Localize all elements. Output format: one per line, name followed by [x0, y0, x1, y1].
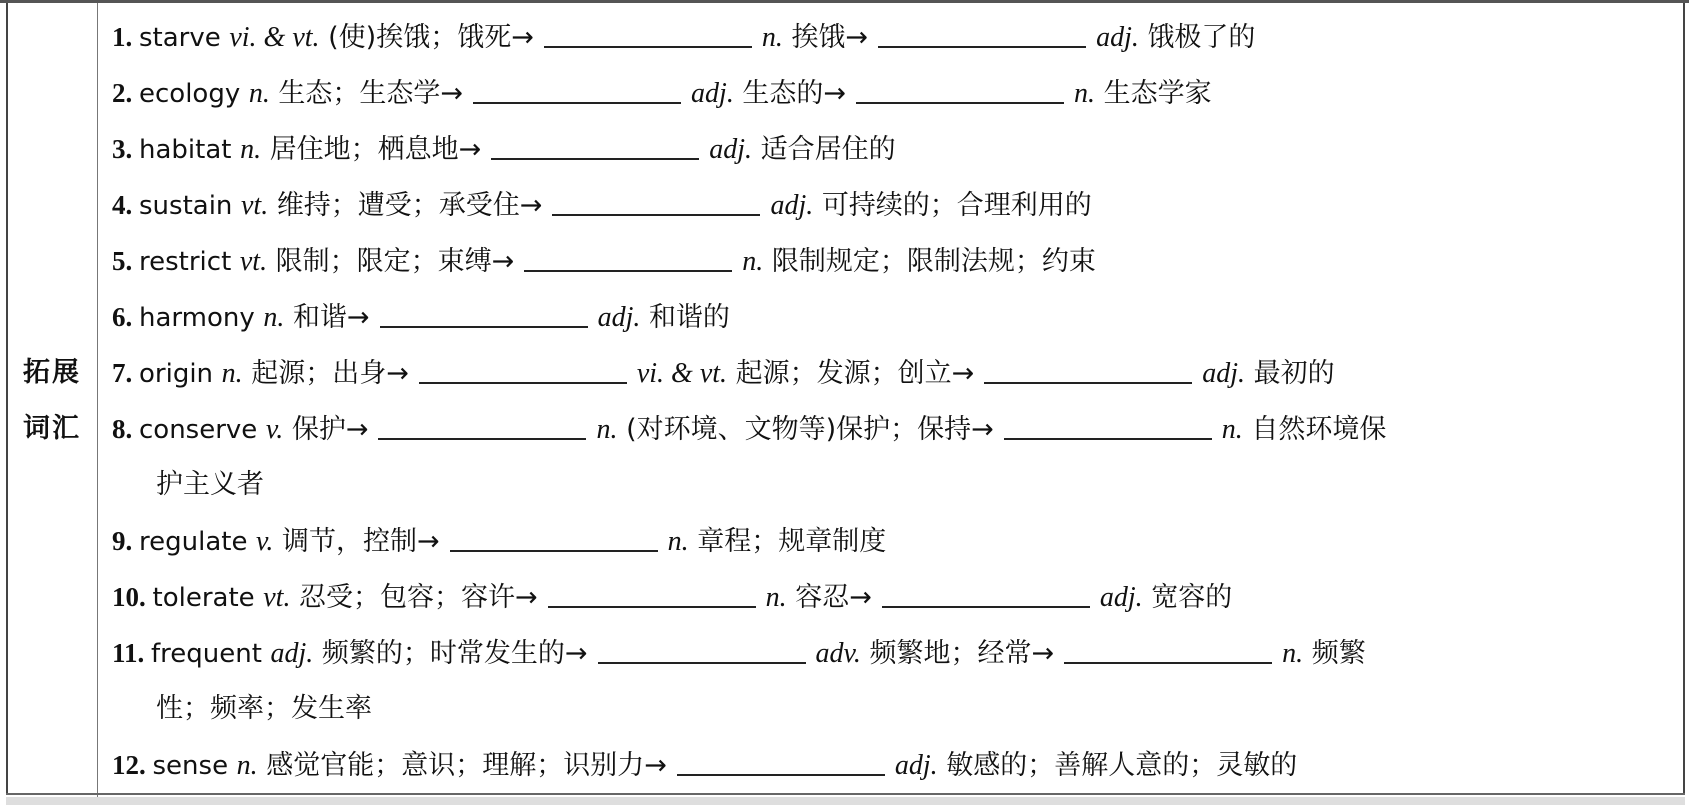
spacer [787, 582, 796, 613]
entry-line [112, 569, 1674, 625]
answer-blank[interactable] [677, 740, 885, 776]
entry-line [112, 9, 1674, 65]
category-label-line-2: 词汇 [23, 413, 81, 444]
headword: sense [152, 751, 229, 781]
spacer [1303, 638, 1312, 669]
category-label [10, 345, 94, 457]
chinese-definition: 挨饿→ [791, 22, 869, 53]
chinese-definition: 最初的 [1253, 358, 1335, 389]
entry-number-dot: . [139, 582, 153, 612]
part-of-speech: adj. [691, 78, 734, 109]
part-of-speech: adj. [1099, 582, 1143, 613]
part-of-speech: n. [765, 582, 787, 613]
answer-blank[interactable] [419, 348, 627, 384]
part-of-speech: n. [667, 526, 689, 557]
part-of-speech: n. [221, 358, 243, 389]
headword: starve [139, 23, 221, 53]
answer-blank[interactable] [552, 180, 760, 216]
headword: harmony [139, 303, 255, 333]
chinese-definition: 自然环境保 [1251, 414, 1387, 445]
chinese-definition: 饿极了的 [1147, 22, 1256, 53]
spacer [267, 246, 276, 277]
spacer [763, 246, 772, 277]
chinese-definition: 频繁的；时常发生的→ [321, 638, 588, 669]
entry-number: 4 [112, 190, 126, 220]
part-of-speech: v. [265, 414, 284, 445]
chinese-definition: 频繁 [1311, 638, 1366, 669]
part-of-speech: adj. [270, 638, 314, 669]
spacer [228, 750, 237, 781]
entry-number-dot: . [125, 302, 139, 332]
spacer [243, 358, 252, 389]
spacer [255, 582, 264, 613]
spacer [231, 246, 240, 277]
spacer [262, 638, 271, 669]
chinese-definition: 保护→ [291, 414, 369, 445]
vocab-entry [112, 345, 1674, 401]
entry-number-dot: . [125, 414, 139, 444]
vocab-entry [112, 401, 1674, 513]
chinese-definition: 维持；遭受；承受住→ [276, 190, 543, 221]
category-label-line-1: 拓展 [23, 357, 81, 388]
chinese-definition: (对环境、文物等)保护；保持→ [626, 414, 994, 445]
vocab-entry [112, 737, 1674, 793]
spacer [231, 134, 240, 165]
spacer [273, 526, 282, 557]
entry-line [112, 513, 1674, 569]
part-of-speech: vi. & vt. [636, 358, 728, 389]
vocab-entry [112, 289, 1674, 345]
entry-number: 1 [112, 22, 126, 52]
chinese-definition: 宽容的 [1151, 582, 1233, 613]
spacer [320, 22, 329, 53]
chinese-definition: 忍受；包容；容许→ [299, 582, 538, 613]
vocab-entry [112, 569, 1674, 625]
next-row-edge [6, 797, 1685, 805]
entry-number: 11 [112, 638, 138, 668]
spacer [268, 190, 277, 221]
spacer [727, 358, 736, 389]
part-of-speech: n. [1221, 414, 1243, 445]
chinese-definition: 章程；规章制度 [697, 526, 887, 557]
chinese-definition: 限制规定；限制法规；约束 [771, 246, 1096, 277]
chinese-definition: 护主义者 [156, 469, 264, 500]
spacer [258, 750, 267, 781]
headword: regulate [139, 527, 248, 557]
chinese-definition: (使)挨饿；饿死→ [328, 22, 534, 53]
spacer [640, 302, 649, 333]
entry-number-dot: . [125, 526, 139, 556]
entry-line [112, 289, 1674, 345]
part-of-speech: vt. [239, 246, 268, 277]
entry-line [112, 177, 1674, 233]
chinese-definition: 生态的→ [742, 78, 847, 109]
entry-line [112, 345, 1674, 401]
column-divider [97, 3, 98, 805]
spacer [284, 302, 293, 333]
entry-number-dot: . [125, 134, 139, 164]
chinese-definition: 起源；发源；创立→ [735, 358, 975, 389]
spacer [617, 414, 626, 445]
answer-blank[interactable] [450, 516, 658, 552]
spacer [1245, 358, 1254, 389]
entry-number: 10 [112, 582, 139, 612]
headword: tolerate [152, 583, 255, 613]
chinese-definition: 限制；限定；束缚→ [275, 246, 515, 277]
vocab-entry [112, 513, 1674, 569]
answer-blank[interactable] [598, 628, 806, 664]
chinese-definition: 性；频率；发生率 [156, 693, 372, 724]
entry-number-dot: . [137, 638, 152, 668]
part-of-speech: n. [248, 78, 270, 109]
entry-number-dot: . [125, 22, 139, 52]
answer-blank[interactable] [1064, 628, 1272, 664]
headword: frequent [151, 639, 262, 669]
part-of-speech: n. [1282, 638, 1304, 669]
answer-blank[interactable] [544, 12, 752, 48]
answer-blank[interactable] [378, 404, 586, 440]
part-of-speech: adj. [709, 134, 753, 165]
headword: origin [139, 359, 214, 389]
part-of-speech: adv. [815, 638, 861, 669]
spacer [261, 134, 270, 165]
vocab-entry [112, 233, 1674, 289]
part-of-speech: adj. [1096, 22, 1139, 53]
headword: sustain [139, 191, 233, 221]
part-of-speech: n. [596, 414, 618, 445]
entry-number-dot: . [125, 358, 139, 388]
entry-number-dot: . [125, 78, 139, 108]
entry-line [112, 737, 1674, 793]
answer-blank[interactable] [856, 68, 1064, 104]
spacer [813, 190, 822, 221]
answer-blank[interactable] [1004, 404, 1212, 440]
headword: ecology [139, 79, 241, 109]
spacer [689, 526, 698, 557]
chinese-definition: 敏感的；善解人意的；灵敏的 [946, 750, 1298, 781]
answer-blank[interactable] [882, 572, 1090, 608]
vocab-entry [112, 625, 1674, 737]
answer-blank[interactable] [491, 124, 699, 160]
chinese-definition: 和谐→ [292, 302, 370, 333]
part-of-speech: n. [742, 246, 764, 277]
spacer [313, 638, 322, 669]
part-of-speech: vt. [241, 190, 269, 221]
bottom-border [6, 793, 1685, 795]
chinese-definition: 起源；出身→ [251, 358, 409, 389]
chinese-definition: 频繁地；经常→ [869, 638, 1055, 669]
part-of-speech: n. [263, 302, 285, 333]
entry-number: 3 [112, 134, 126, 164]
part-of-speech: adj. [1202, 358, 1246, 389]
entry-continuation-line [112, 681, 1674, 737]
entry-line [112, 625, 1674, 681]
entry-line [112, 401, 1674, 457]
spacer [938, 750, 947, 781]
part-of-speech: adj. [770, 190, 814, 221]
chinese-definition: 生态；生态学→ [278, 78, 464, 109]
part-of-speech: vt. [263, 582, 291, 613]
answer-blank[interactable] [524, 236, 732, 272]
entry-number: 12 [112, 750, 139, 780]
entry-number-dot: . [125, 246, 139, 276]
entry-number: 5 [112, 246, 126, 276]
part-of-speech: n. [240, 134, 262, 165]
spacer [232, 190, 241, 221]
chinese-definition: 生态学家 [1103, 78, 1212, 109]
entry-number-dot: . [139, 750, 153, 780]
headword: restrict [139, 247, 232, 277]
part-of-speech: vi. & vt. [229, 22, 320, 53]
entry-line [112, 121, 1674, 177]
spacer [1143, 582, 1152, 613]
part-of-speech: n. [761, 22, 783, 53]
part-of-speech: adj. [597, 302, 641, 333]
chinese-definition: 和谐的 [648, 302, 730, 333]
answer-blank[interactable] [380, 292, 588, 328]
entry-number: 8 [112, 414, 126, 444]
part-of-speech: adj. [894, 750, 938, 781]
chinese-definition: 调节，控制→ [282, 526, 440, 557]
entry-number: 6 [112, 302, 126, 332]
spacer [247, 526, 256, 557]
vocab-entry [112, 65, 1674, 121]
entry-number-dot: . [125, 190, 139, 220]
entry-continuation-line [112, 457, 1674, 513]
entry-number: 7 [112, 358, 126, 388]
answer-blank[interactable] [548, 572, 756, 608]
spacer [283, 414, 292, 445]
vocab-entry [112, 9, 1674, 65]
headword: conserve [139, 415, 258, 445]
entry-number: 9 [112, 526, 126, 556]
spacer [1095, 78, 1104, 109]
spacer [290, 582, 299, 613]
chinese-definition: 适合居住的 [760, 134, 896, 165]
chinese-definition: 容忍→ [795, 582, 872, 613]
chinese-definition: 感觉官能；意识；理解；识别力→ [266, 750, 667, 781]
chinese-definition: 居住地；栖息地→ [269, 134, 482, 165]
vocab-entry [112, 177, 1674, 233]
entry-line [112, 233, 1674, 289]
spacer [213, 358, 222, 389]
chinese-definition: 可持续的；合理利用的 [821, 190, 1092, 221]
part-of-speech: n. [1074, 78, 1096, 109]
part-of-speech: n. [236, 750, 258, 781]
answer-blank[interactable] [878, 12, 1086, 48]
vocab-entry [112, 121, 1674, 177]
spacer [752, 134, 761, 165]
headword: habitat [139, 135, 232, 165]
part-of-speech: v. [256, 526, 274, 557]
spacer [240, 78, 249, 109]
answer-blank[interactable] [473, 68, 681, 104]
vocabulary-list [112, 9, 1674, 793]
entry-number: 2 [112, 78, 126, 108]
entry-line [112, 65, 1674, 121]
answer-blank[interactable] [984, 348, 1192, 384]
spacer [257, 414, 266, 445]
